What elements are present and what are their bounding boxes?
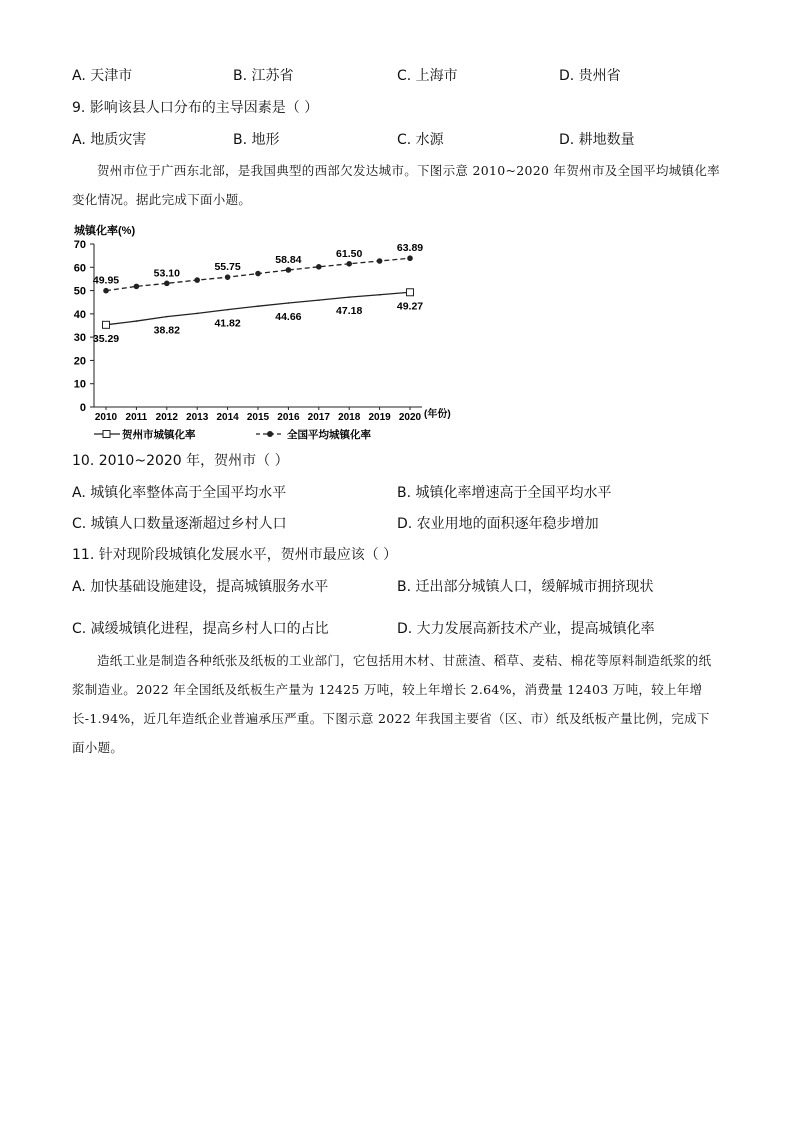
x-tick-label: 2010 bbox=[94, 412, 118, 423]
urbanization-chart bbox=[60, 220, 480, 446]
y-tick-label: 70 bbox=[73, 239, 86, 251]
y-tick-label: 10 bbox=[73, 378, 86, 391]
x-tick-label: 2018 bbox=[338, 412, 361, 423]
q8-option-c: C. 上海市 bbox=[397, 68, 458, 84]
q11-option-b: B. 迁出部分城镇人口，缓解城市拥挤现状 bbox=[397, 579, 654, 595]
legend-marker-national bbox=[267, 431, 273, 437]
q10-option-b: B. 城镇化率增速高于全国平均水平 bbox=[397, 485, 612, 501]
q9-stem: 9. 影响该县人口分布的主导因素是（ ） bbox=[72, 100, 319, 116]
hezhou-point bbox=[166, 316, 168, 318]
q8-option-d: D. 贵州省 bbox=[559, 68, 621, 84]
x-tick-label: 2013 bbox=[186, 412, 209, 423]
chart-legend bbox=[94, 428, 371, 441]
national-point bbox=[407, 255, 413, 261]
q8-option-a: A. 天津市 bbox=[72, 68, 133, 84]
hezhou-point bbox=[407, 289, 414, 296]
hezhou-point bbox=[227, 309, 229, 311]
y-tick-label: 40 bbox=[73, 308, 86, 321]
x-tick-label: 2012 bbox=[155, 412, 178, 423]
national-point bbox=[225, 274, 231, 280]
y-axis-ticks bbox=[74, 239, 94, 414]
hezhou-data-label: 41.82 bbox=[214, 317, 241, 330]
national-point bbox=[286, 267, 292, 273]
hezhou-point bbox=[257, 305, 259, 307]
hezhou-point bbox=[379, 294, 381, 296]
legend-label-national: 全国平均城镇化率 bbox=[287, 429, 371, 441]
hezhou-point bbox=[103, 321, 110, 328]
x-tick-label: 2016 bbox=[277, 412, 300, 423]
series-lines bbox=[103, 255, 414, 328]
national-data-label: 49.95 bbox=[92, 274, 120, 287]
x-tick-label: 2020 bbox=[398, 412, 422, 423]
national-point bbox=[316, 264, 322, 270]
national-point bbox=[255, 271, 261, 277]
hezhou-data-label: 44.66 bbox=[275, 311, 302, 324]
legend-marker-hezhou bbox=[103, 431, 110, 438]
q11-option-c: C. 减缓城镇化进程，提高乡村人口的占比 bbox=[72, 621, 329, 637]
y-tick-label: 30 bbox=[73, 332, 86, 345]
national-data-label: 58.84 bbox=[275, 253, 302, 266]
national-point bbox=[346, 261, 352, 267]
q9-option-a: A. 地质灾害 bbox=[72, 132, 147, 148]
q11-stem: 11. 针对现阶段城镇化发展水平，贺州市最应该（ ） bbox=[72, 547, 398, 563]
national-data-label: 63.89 bbox=[396, 242, 424, 255]
q10-option-c: C. 城镇人口数量逐渐超过乡村人口 bbox=[72, 516, 287, 532]
x-tick-label: 2019 bbox=[368, 412, 391, 423]
q8-option-b: B. 江苏省 bbox=[233, 68, 294, 84]
x-tick-label: 2011 bbox=[125, 412, 148, 423]
hezhou-data-label: 38.82 bbox=[153, 324, 180, 337]
legend-label-hezhou: 贺州市城镇化率 bbox=[122, 429, 196, 441]
x-tick-label: 2014 bbox=[216, 412, 239, 423]
q10-option-a: A. 城镇化率整体高于全国平均水平 bbox=[72, 485, 287, 501]
hezhou-data-label: 47.18 bbox=[336, 305, 363, 318]
national-point bbox=[194, 277, 200, 283]
hezhou-point bbox=[136, 320, 138, 322]
q11-option-a: A. 加快基础设施建设，提高城镇服务水平 bbox=[72, 579, 329, 595]
chart-xlabel: (年份) bbox=[424, 409, 451, 420]
national-point bbox=[377, 258, 383, 264]
q9-option-b: B. 地形 bbox=[233, 132, 280, 148]
national-point bbox=[164, 281, 170, 287]
national-data-label: 53.10 bbox=[153, 267, 180, 280]
national-data-label: 55.75 bbox=[214, 261, 241, 274]
intro-paragraph-2: 造纸工业是制造各种纸张及纸板的工业部门，它包括用木材、甘蔗渣、稻草、麦秸、棉花等原料制造纸浆的纸浆制造业。2022 年全国纸及纸板生产量为 12425 万吨，较上年增长 2.64%，消费量 12403 万吨，较上年增长-1.94%，近几年造纸企业普遍承压严重。下图示意 2022 年我国主要省（区、市）纸及纸板产量比例，完成下面小题。 bbox=[72, 653, 712, 755]
y-tick-label: 50 bbox=[73, 285, 86, 298]
x-tick-label: 2015 bbox=[246, 412, 270, 423]
hezhou-data-label: 49.27 bbox=[396, 300, 424, 313]
national-data-label: 61.50 bbox=[336, 247, 363, 260]
national-point bbox=[134, 284, 140, 290]
y-tick-label: 60 bbox=[73, 262, 86, 275]
q11-option-d: D. 大力发展高新技术产业，提高城镇化率 bbox=[397, 621, 655, 637]
q9-option-c: C. 水源 bbox=[397, 132, 444, 148]
hezhou-point bbox=[318, 299, 320, 301]
x-tick-label: 2017 bbox=[307, 412, 330, 423]
hezhou-data-label: 35.29 bbox=[92, 332, 120, 345]
y-tick-label: 0 bbox=[79, 402, 86, 414]
q10-stem: 10. 2010~2020 年，贺州市（ ） bbox=[72, 453, 289, 469]
hezhou-point bbox=[196, 313, 198, 315]
hezhou-series-line bbox=[106, 292, 410, 325]
q9-option-d: D. 耕地数量 bbox=[559, 132, 635, 148]
national-point bbox=[103, 288, 109, 294]
chart-ylabel: 城镇化率(%) bbox=[74, 225, 136, 237]
y-tick-label: 20 bbox=[73, 355, 86, 368]
series-data-labels bbox=[93, 242, 423, 345]
x-axis-ticks bbox=[95, 407, 422, 423]
q10-option-d: D. 农业用地的面积逐年稳步增加 bbox=[397, 516, 599, 532]
hezhou-point bbox=[288, 302, 290, 304]
intro-paragraph-1: 贺州市位于广西东北部，是我国典型的西部欠发达城市。下图示意 2010~2020 年贺州市及全国平均城镇化率变化情况。据此完成下面小题。 bbox=[72, 163, 720, 207]
hezhou-point bbox=[348, 296, 350, 298]
